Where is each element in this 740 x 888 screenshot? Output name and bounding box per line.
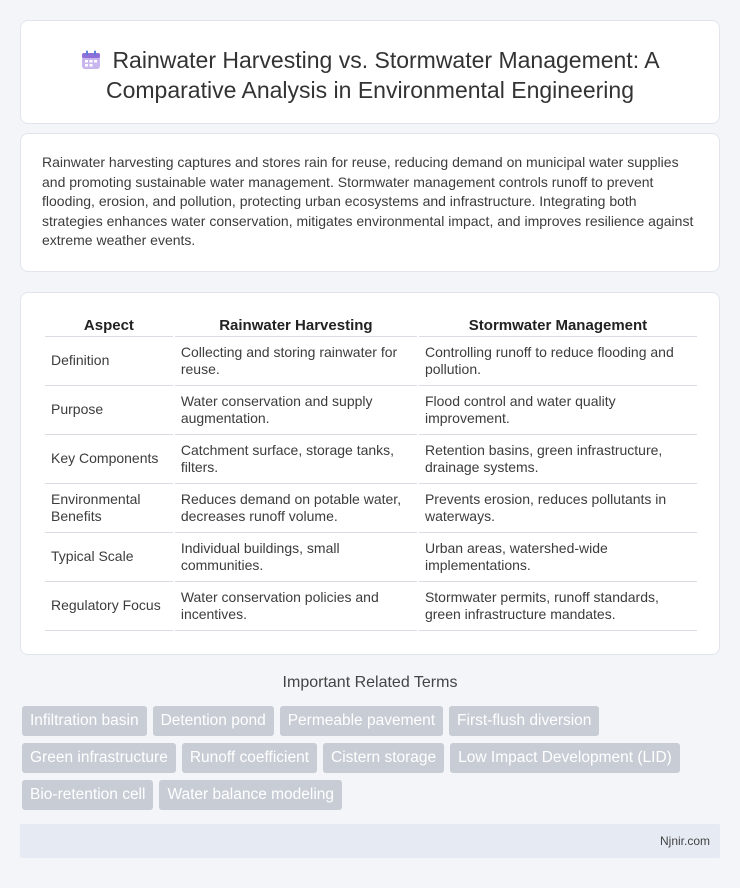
footer-site-link[interactable]: Njnir.com [659, 834, 710, 848]
table-row [45, 386, 697, 435]
title-card [20, 20, 720, 124]
summary-card [20, 133, 720, 272]
related-term-tag[interactable]: Detention pond [153, 706, 274, 736]
related-term-tag[interactable]: Green infrastructure [22, 743, 176, 773]
table-row [45, 533, 697, 582]
comparison-table [43, 315, 699, 631]
table-row [45, 337, 697, 386]
related-term-tag[interactable]: Infiltration basin [22, 706, 147, 736]
related-term-tag[interactable]: Low Impact Development (LID) [450, 743, 680, 773]
page-title [51, 45, 689, 105]
footer [20, 824, 720, 858]
stormwater-cell: Prevents erosion, reduces pollutants in waterways. [419, 484, 697, 533]
header-stormwater-management: Stormwater Management [419, 315, 697, 337]
related-term-tag[interactable]: Runoff coefficient [182, 743, 317, 773]
table-row [45, 582, 697, 631]
rainwater-cell: Reduces demand on potable water, decreases runoff volume. [175, 484, 417, 533]
stormwater-cell: Stormwater permits, runoff standards, green infrastructure mandates. [419, 582, 697, 631]
stormwater-cell: Urban areas, watershed-wide implementations. [419, 533, 697, 582]
related-terms-list [22, 706, 722, 810]
calendar-icon [80, 48, 102, 70]
table-row [45, 435, 697, 484]
header-aspect: Aspect [45, 315, 173, 337]
table-row [45, 484, 697, 533]
stormwater-cell: Controlling runoff to reduce flooding and pollution. [419, 337, 697, 386]
table-header-row [45, 315, 697, 337]
aspect-cell: Definition [45, 337, 173, 386]
stormwater-cell: Retention basins, green infrastructure, drainage systems. [419, 435, 697, 484]
aspect-cell: Key Components [45, 435, 173, 484]
aspect-cell: Regulatory Focus [45, 582, 173, 631]
related-term-tag[interactable]: Permeable pavement [280, 706, 443, 736]
related-term-tag[interactable]: First-flush diversion [449, 706, 599, 736]
header-rainwater-harvesting: Rainwater Harvesting [175, 315, 417, 337]
related-term-tag[interactable]: Water balance modeling [159, 780, 342, 810]
aspect-cell: Purpose [45, 386, 173, 435]
rainwater-cell: Catchment surface, storage tanks, filters. [175, 435, 417, 484]
aspect-cell: Environmental Benefits [45, 484, 173, 533]
related-terms-title: Important Related Terms [282, 674, 458, 691]
page-title-text: Rainwater Harvesting vs. Stormwater Management: A Comparative Analysis in Environmental Engineering [105, 47, 660, 103]
rainwater-cell: Collecting and storing rainwater for reuse. [175, 337, 417, 386]
aspect-cell: Typical Scale [45, 533, 173, 582]
stormwater-cell: Flood control and water quality improvement. [419, 386, 697, 435]
rainwater-cell: Individual buildings, small communities. [175, 533, 417, 582]
comparison-table-card [20, 292, 720, 655]
related-term-tag[interactable]: Bio-retention cell [22, 780, 153, 810]
rainwater-cell: Water conservation policies and incentives. [175, 582, 417, 631]
summary-text: Rainwater harvesting captures and stores rain for reuse, reducing demand on municipal water supplies and promoting sustainable water management. Stormwater management controls runoff to prevent flooding, erosion, and pollution, protecting urban ecosystems and infrastructure. Integrating both strategies enhances water conservation, mitigates environmental impact, and improves resilience against extreme weather events. [42, 154, 694, 249]
related-term-tag[interactable]: Cistern storage [323, 743, 444, 773]
rainwater-cell: Water conservation and supply augmentation. [175, 386, 417, 435]
